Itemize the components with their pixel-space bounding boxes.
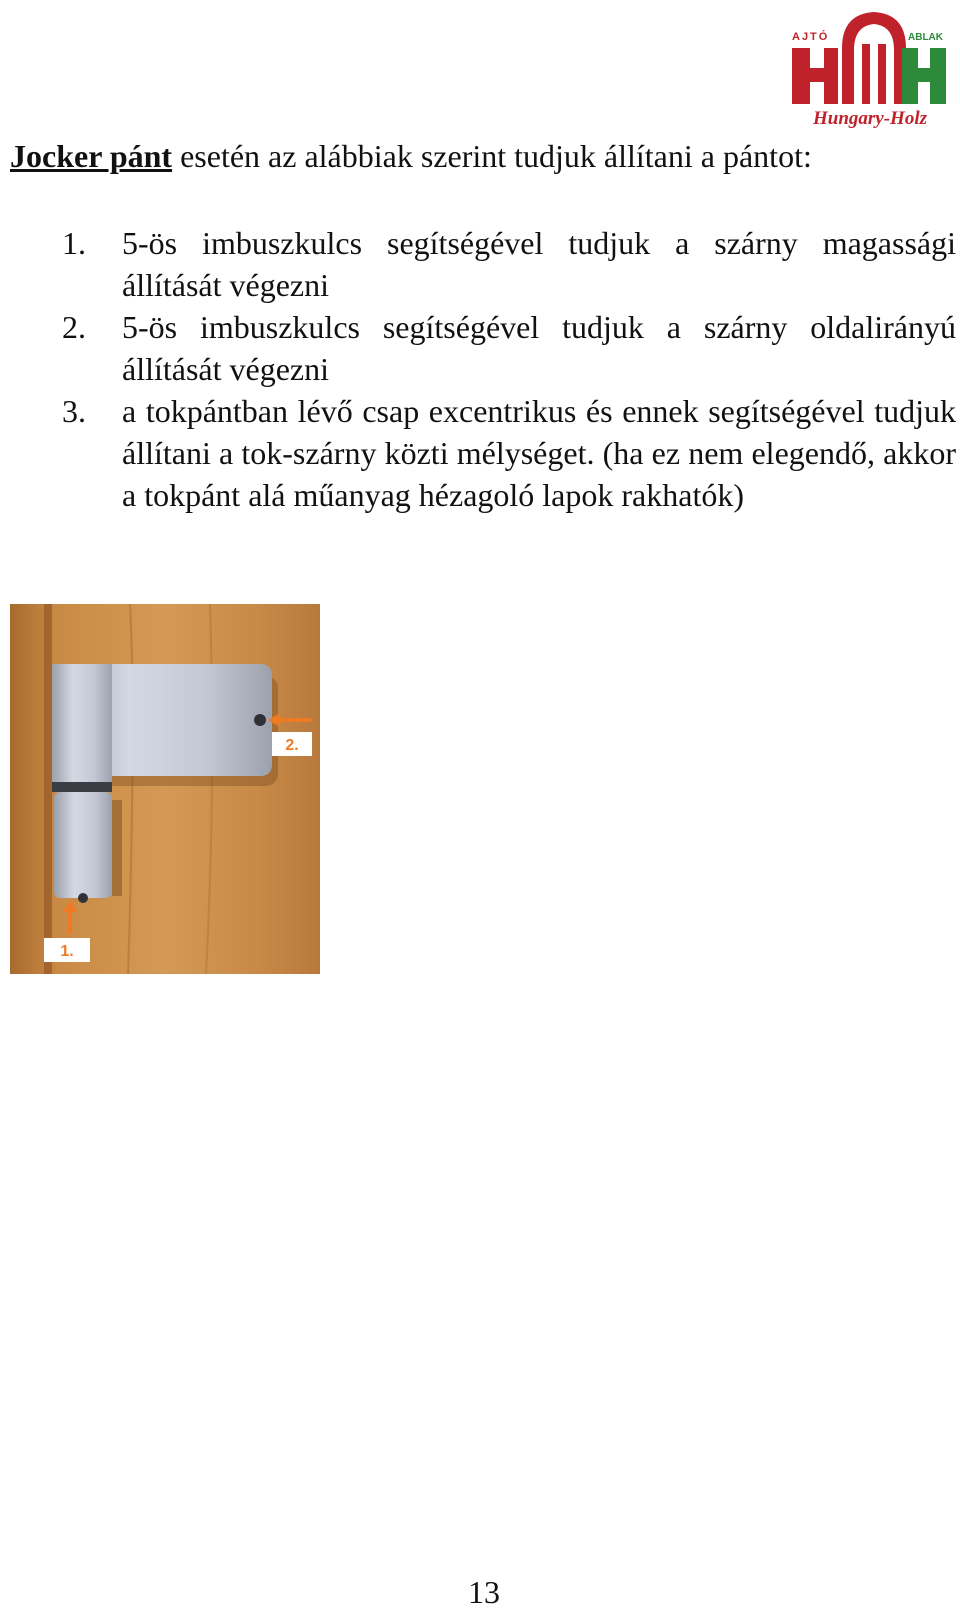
photo-label-2: 2. xyxy=(285,737,299,754)
heading-rest: esetén az alábbiak szerint tudjuk állítani a pántot: xyxy=(172,138,812,174)
logo-brand-text: Hungary-Holz xyxy=(812,108,928,129)
step-text: a tokpántban lévő csap excentrikus és ennek segítségével tudjuk állítani a tok-szárny közti mélységet. (ha ez nem elegendő, akkor a tokpánt alá műanyag hézagoló lapok rakhatók) xyxy=(122,393,956,513)
hungary-holz-logo xyxy=(790,8,950,133)
photo-label-1: 1. xyxy=(60,943,74,960)
step-number: 1. xyxy=(62,225,86,261)
logo-ablak-text: ABLAK xyxy=(908,32,943,43)
heading-bold: Jocker pánt xyxy=(10,138,173,174)
step-2 xyxy=(62,306,956,390)
hinge-photo xyxy=(10,604,320,974)
step-number: 3. xyxy=(62,393,86,429)
intro-heading xyxy=(10,134,940,178)
step-1 xyxy=(62,222,956,306)
step-3 xyxy=(62,390,956,516)
step-number: 2. xyxy=(62,309,86,345)
page-number: 13 xyxy=(468,1574,500,1610)
logo-ajto-text: AJTÓ xyxy=(792,31,830,43)
step-text: 5-ös imbuszkulcs segítségével tudjuk a szárny oldalirányú állítását végezni xyxy=(122,309,956,387)
step-text: 5-ös imbuszkulcs segítségével tudjuk a szárny magassági állítását végezni xyxy=(122,225,956,303)
adjustment-steps xyxy=(62,222,956,516)
